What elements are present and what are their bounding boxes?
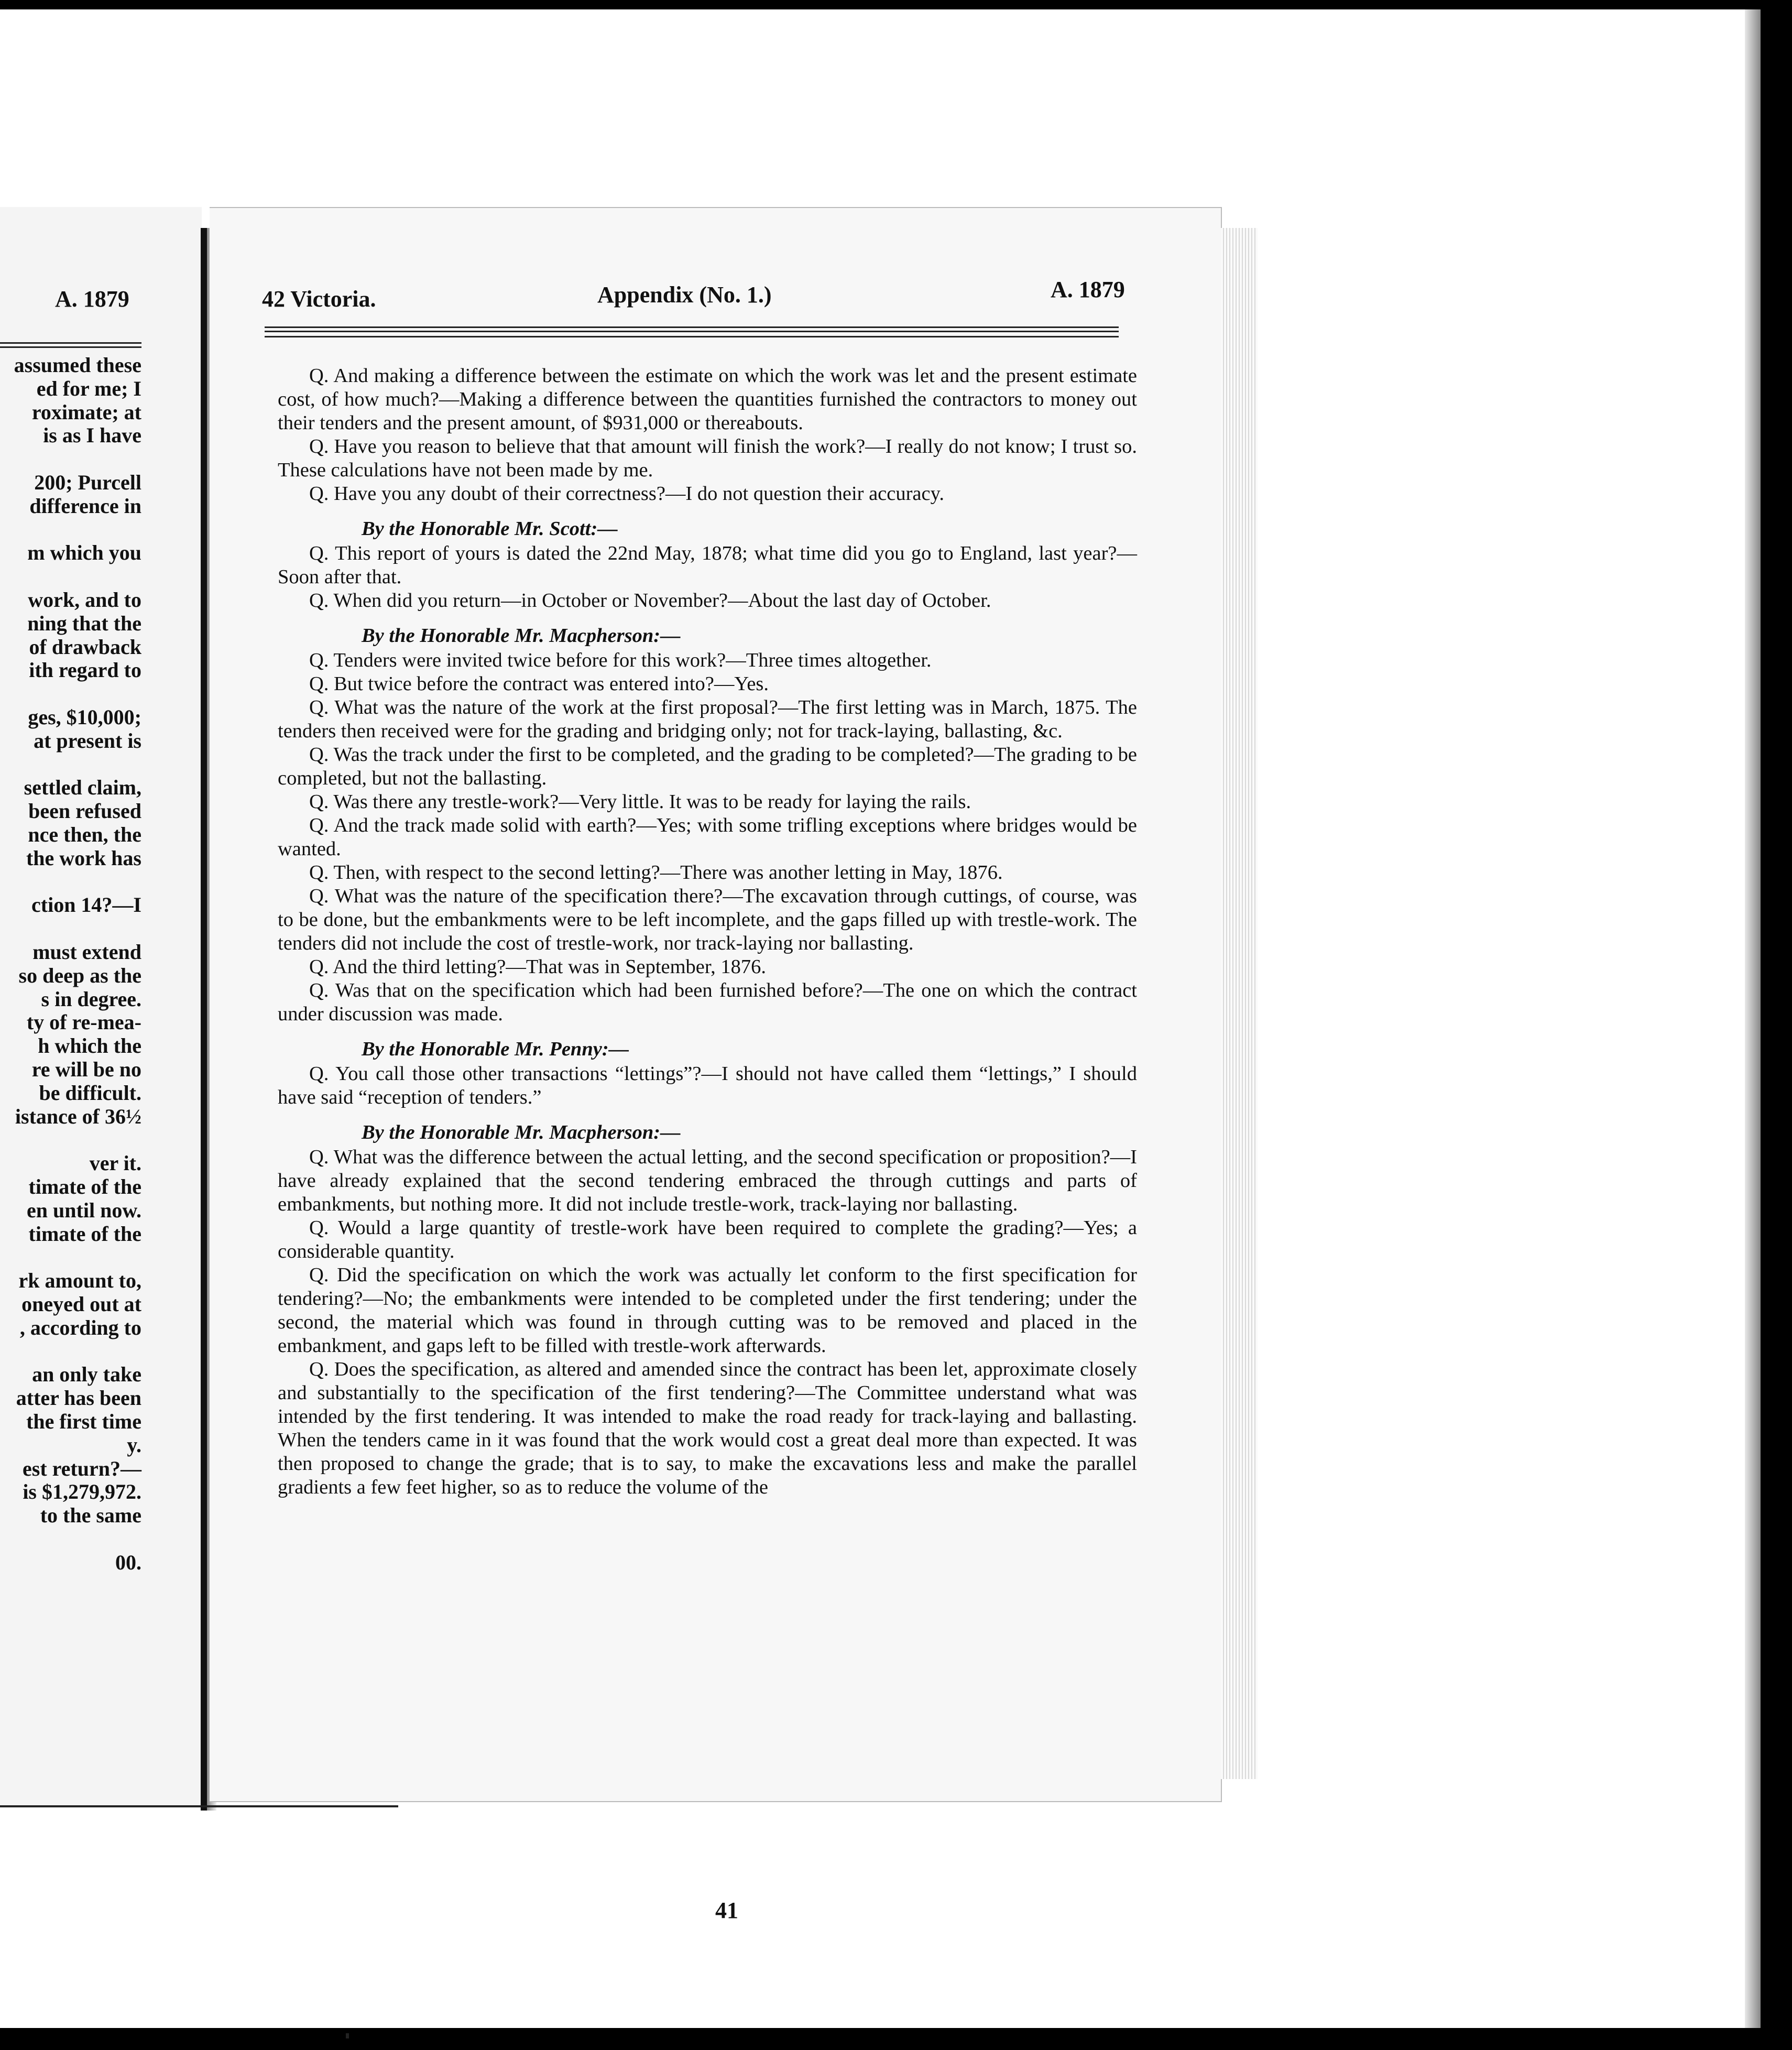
- left-page-line: ty of re-mea-: [26, 1010, 141, 1034]
- left-header-rule: [0, 346, 141, 348]
- left-page-line: timate of the: [28, 1222, 141, 1246]
- header-rule: [265, 331, 1119, 332]
- left-page-line: 00.: [115, 1550, 141, 1574]
- left-page-line: ning that the: [27, 611, 141, 635]
- book-gutter: [201, 228, 207, 1811]
- left-page-line: an only take: [32, 1362, 141, 1387]
- left-page-line: assumed these: [14, 353, 141, 377]
- left-page-line: the work has: [26, 846, 141, 870]
- left-page-line: at present is: [34, 728, 141, 753]
- left-page-line: re will be no: [31, 1057, 141, 1081]
- left-header-rule: [0, 342, 141, 344]
- left-page-line: h which the: [38, 1034, 141, 1058]
- left-page-line: work, and to: [28, 588, 141, 612]
- question-answer-paragraph: Q. Have you reason to believe that that amount will finish the work?—I really do not know; I trust so. These calculations have not been made by me.: [278, 435, 1137, 481]
- question-answer-paragraph: Q. And the third letting?—That was in September, 1876.: [309, 956, 767, 978]
- left-page-line: ith regard to: [29, 658, 141, 682]
- left-page-line: timate of the: [28, 1175, 141, 1198]
- left-page-line: ction 14?—I: [31, 893, 141, 917]
- left-page-line: ges, $10,000;: [28, 705, 141, 729]
- left-page-line: is $1,279,972.: [23, 1480, 141, 1504]
- scan-speck: [346, 2033, 349, 2038]
- page-number: 41: [715, 1898, 738, 1923]
- left-page-line: must extend: [32, 940, 141, 964]
- question-answer-paragraph: Q. What was the nature of the specification there?—The excavation through cuttings, of course, was to be done, but the embankments were to be left incomplete, and the gaps filled up with trestle-work. The tenders did not include the cost of trestle-work, nor track-laying nor ballasting.: [278, 885, 1137, 954]
- left-page-line: atter has been: [16, 1386, 141, 1410]
- header-rule: [265, 326, 1119, 328]
- question-answer-paragraph: Q. When did you return—in October or November?—About the last day of October.: [309, 590, 991, 612]
- page-edges: [1221, 228, 1258, 1779]
- left-page-line: ed for me; I: [36, 376, 141, 400]
- left-page-line: to the same: [40, 1503, 141, 1528]
- left-page-line: istance of 36½: [15, 1104, 141, 1128]
- examiner-heading: By the Honorable Mr. Scott:—: [362, 518, 618, 540]
- left-page-line: settled claim,: [24, 776, 141, 800]
- scan-shadow: [1745, 9, 1761, 2028]
- question-answer-paragraph: Q. Did the specification on which the work was actually let conform to the first specification for tendering?—No; the embankments were intended to be completed under the first tendering; under the second, the material which was found in through cutting was to be removed and placed in the embankment, and gaps left to be filled with trestle-work afterwards.: [278, 1264, 1137, 1357]
- year-label: A. 1879: [1051, 277, 1125, 302]
- left-page-line: the first time: [26, 1410, 141, 1433]
- left-page-line: y.: [127, 1433, 141, 1457]
- left-page-line: roximate; at: [31, 400, 141, 424]
- scan-border-bottom: [0, 2028, 1792, 2050]
- left-page-line: en until now.: [27, 1198, 141, 1222]
- left-page-line: oneyed out at: [21, 1292, 141, 1316]
- left-page-line: , according to: [19, 1315, 141, 1339]
- left-page-line: m which you: [27, 541, 141, 565]
- examiner-heading: By the Honorable Mr. Penny:—: [362, 1038, 629, 1060]
- scan-border-top: [0, 0, 1792, 9]
- question-answer-paragraph: Q. And making a difference between the estimate on which the work was let and the present estimate cost, of how much?—Making a difference between the quantities furnished the contractors to money out their tenders and the present amount, of $931,000 or thereabouts.: [278, 365, 1137, 434]
- question-answer-paragraph: Q. This report of yours is dated the 22nd May, 1878; what time did you go to England, last year?—Soon after that.: [278, 542, 1137, 588]
- examiner-heading: By the Honorable Mr. Macpherson:—: [362, 1121, 681, 1143]
- question-answer-paragraph: Q. And the track made solid with earth?—Yes; with some trifling exceptions where bridges would be wanted.: [278, 814, 1137, 860]
- left-page-line: 200; Purcell: [34, 471, 141, 494]
- question-answer-paragraph: Q. Was the track under the first to be completed, and the grading to be completed?—The grading to be completed, but not the ballasting.: [278, 744, 1137, 789]
- scan-border-right: [1761, 0, 1792, 2050]
- left-page-line: s in degree.: [41, 987, 141, 1011]
- question-answer-paragraph: Q. Have you any doubt of their correctness?—I do not question their accuracy.: [309, 483, 944, 505]
- left-page: [0, 207, 202, 1805]
- open-book: [0, 207, 1258, 1923]
- left-page-line: nce then, the: [28, 823, 141, 846]
- left-page-line: ver it.: [89, 1151, 141, 1175]
- appendix-title: Appendix (No. 1.): [597, 282, 772, 308]
- question-answer-paragraph: Q. Tenders were invited twice before for this work?—Three times altogether.: [309, 649, 932, 671]
- left-page-line: est return?—: [23, 1456, 141, 1480]
- left-page-line: difference in: [29, 494, 141, 518]
- question-answer-paragraph: Q. What was the difference between the actual letting, and the second specification or proposition?—I have already explained that the second tendering embraced the through cuttings and parts of embankments, but nothing more. It did not include trestle-work, track-laying nor ballasting.: [278, 1146, 1137, 1215]
- left-page-line: be difficult.: [39, 1081, 141, 1105]
- left-page-line: been refused: [28, 799, 141, 823]
- question-answer-paragraph: Q. What was the nature of the work at the first proposal?—The first letting was in March, 1875. The tenders then received were for the grading and bridging only; not for track-laying, ballasting, &c.: [278, 696, 1137, 742]
- header-rule: [265, 336, 1119, 337]
- left-page-header: A. 1879: [55, 286, 129, 312]
- question-answer-paragraph: Q. Does the specification, as altered and amended since the contract has been let, approximate closely and substantially to the specification of the first tendering?—The Committee understand what was intended by the first tendering. It was intended to make the road ready for track-laying and ballasting. When the tenders came in it was found that the work would cost a great deal more than expected. It was then proposed to change the grade; that is to say, to make the excavations less and make the parallel gradients a few feet higher, so as to reduce the volume of the: [278, 1358, 1137, 1498]
- testimony-text: [278, 364, 1137, 1499]
- bottom-rule: [0, 1805, 398, 1807]
- question-answer-paragraph: Q. You call those other transactions “lettings”?—I should not have called them “lettings,” I should have said “reception of tenders.”: [278, 1063, 1137, 1108]
- question-answer-paragraph: Q. Was there any trestle-work?—Very little. It was to be ready for laying the rails.: [309, 791, 971, 813]
- question-answer-paragraph: Q. But twice before the contract was entered into?—Yes.: [309, 673, 769, 695]
- left-page-line: is as I have: [43, 423, 141, 448]
- question-answer-paragraph: Q. Then, with respect to the second letting?—There was another letting in May, 1876.: [309, 862, 1003, 884]
- session-label: 42 Victoria.: [262, 286, 376, 312]
- question-answer-paragraph: Q. Would a large quantity of trestle-work have been required to complete the grading?—Yes; a considerable quantity.: [278, 1217, 1137, 1262]
- question-answer-paragraph: Q. Was that on the specification which had been furnished before?—The one on which the contract under discussion was made.: [278, 979, 1137, 1025]
- left-page-line: of drawback: [29, 635, 141, 659]
- examiner-heading: By the Honorable Mr. Macpherson:—: [362, 625, 681, 647]
- left-page-line: so deep as the: [18, 963, 141, 987]
- left-page-line: rk amount to,: [18, 1269, 141, 1293]
